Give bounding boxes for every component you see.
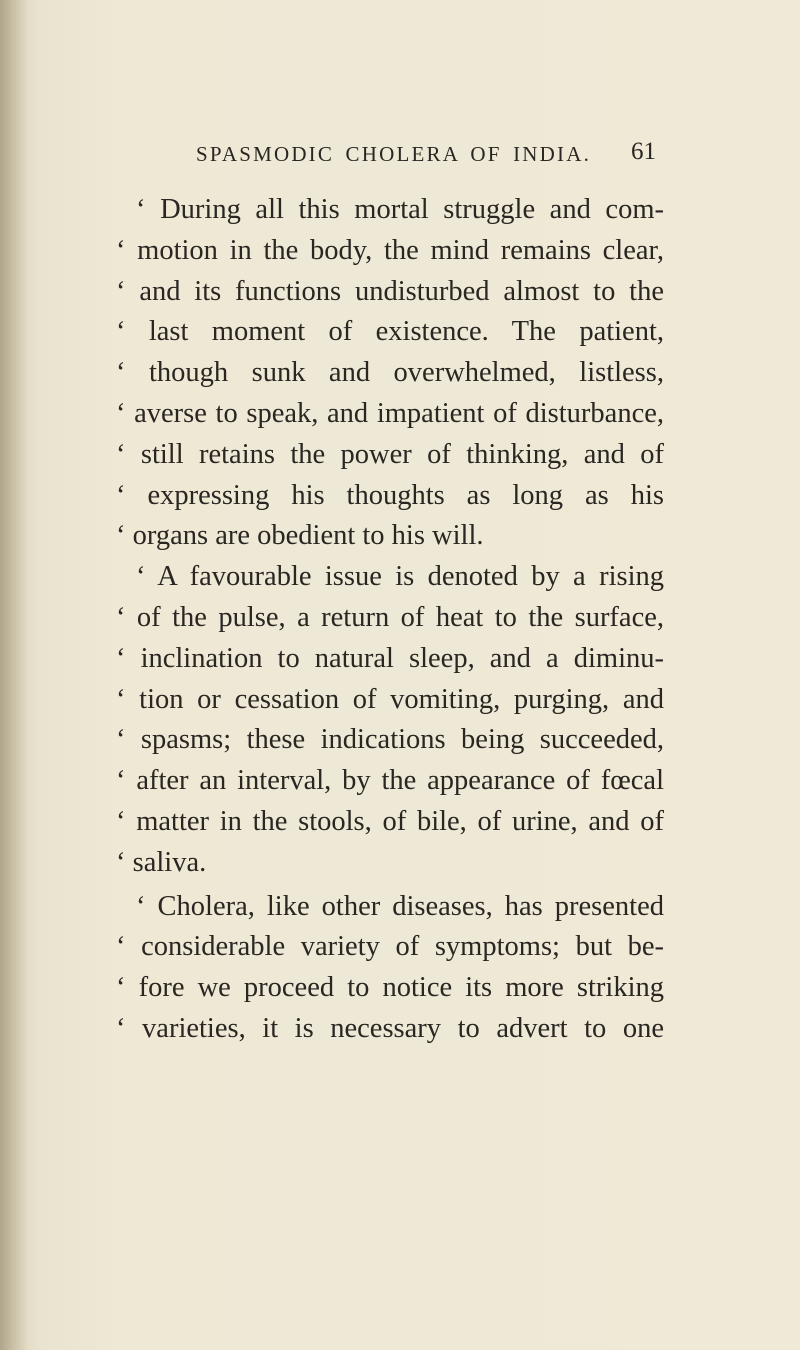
text-line: ‘ A favourable issue is denoted by a rising — [136, 561, 664, 593]
text-line: ‘ inclination to natural sleep, and a diminu- — [116, 642, 664, 674]
page-header — [196, 138, 656, 178]
text-line: ‘ tion or cessation of vomiting, purging, and — [116, 683, 664, 715]
text-line: ‘ averse to speak, and impatient of disturbance, — [116, 397, 664, 429]
spine-shadow — [0, 0, 28, 1350]
text-line: ‘ Cholera, like other diseases, has presented — [136, 890, 664, 922]
text-line: ‘ after an interval, by the appearance of fœcal — [116, 765, 664, 797]
body-text — [116, 190, 664, 1050]
text-line: ‘ expressing his thoughts as long as his — [116, 479, 664, 511]
text-line: ‘ varieties, it is necessary to advert to one — [116, 1012, 664, 1044]
text-line: ‘ last moment of existence. The patient, — [116, 316, 664, 348]
text-line: ‘ still retains the power of thinking, and of — [116, 438, 664, 470]
text-line: ‘ matter in the stools, of bile, of urine, and of — [116, 805, 664, 837]
text-line: ‘ organs are obedient to his will. — [116, 520, 484, 552]
text-line: ‘ though sunk and overwhelmed, listless, — [116, 357, 664, 389]
text-line: ‘ considerable variety of symptoms; but be- — [116, 931, 664, 963]
page-number: 61 — [631, 138, 656, 165]
text-line: ‘ and its functions undisturbed almost to the — [116, 275, 664, 307]
running-head: SPASMODIC CHOLERA OF INDIA. — [196, 142, 592, 166]
text-line: ‘ fore we proceed to notice its more striking — [116, 972, 664, 1004]
text-line: ‘ spasms; these indications being succeeded, — [116, 724, 664, 756]
text-line: ‘ saliva. — [116, 846, 207, 878]
text-line: ‘ During all this mortal struggle and com- — [136, 194, 664, 225]
text-line: ‘ motion in the body, the mind remains clear, — [116, 234, 664, 266]
text-line: ‘ of the pulse, a return of heat to the surface, — [116, 601, 664, 633]
